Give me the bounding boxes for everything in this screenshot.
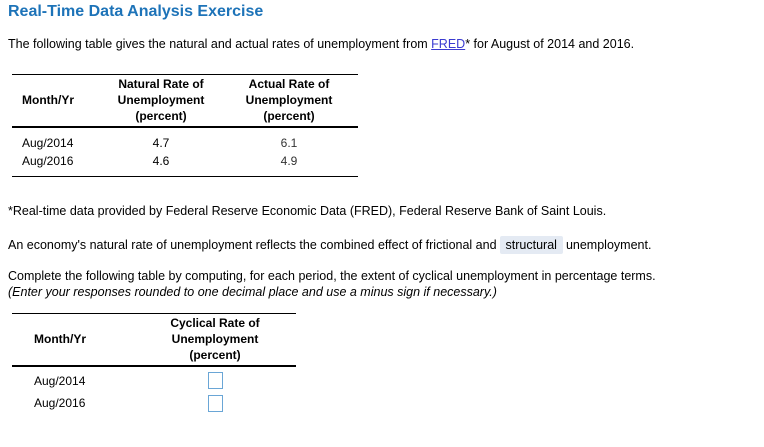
cyclical-cell (134, 366, 296, 391)
cyclical-table-header-row (12, 314, 296, 366)
fred-link[interactable]: FRED (431, 37, 466, 51)
header-month: Month/Yr (12, 75, 102, 127)
header-cyclical-line-2: Unemployment (171, 332, 259, 347)
header-actual-line-1: Actual Rate of (248, 77, 330, 92)
row-month: Aug/2014 (34, 373, 86, 388)
natural-sentence-before: An economy's natural rate of unemployment reflects the combined effect of frictional and (8, 238, 497, 252)
cyclical-cell (134, 391, 296, 416)
header-actual-rate (220, 75, 358, 127)
cyclical-table (12, 313, 296, 416)
exercise-title: Real-Time Data Analysis Exercise (8, 3, 264, 20)
row-natural-rate: 4.6 (152, 153, 170, 168)
table-row (12, 391, 296, 416)
header-natural-line-1: Natural Rate of (118, 77, 204, 92)
cyclical-rate-input-2014[interactable] (208, 372, 223, 389)
row-month: Aug/2016 (34, 396, 86, 410)
row-natural-rate: 4.7 (152, 135, 170, 150)
header-actual-line-3: (percent) (263, 109, 315, 124)
header-month: Month/Yr (12, 314, 134, 366)
header-natural-rate (102, 75, 220, 127)
natural-sentence-after: unemployment. (565, 238, 652, 252)
structural-answer-dropdown[interactable]: structural (500, 236, 563, 254)
header-actual-line-2: Unemployment (245, 93, 333, 108)
table-row (12, 127, 358, 152)
intro-paragraph (8, 37, 634, 51)
intro-text-after: * for August of 2014 and 2016. (465, 37, 635, 51)
footnote: *Real-time data provided by Federal Reserve Economic Data (FRED), Federal Reserve Bank of Saint Louis. (8, 204, 607, 218)
natural-rate-sentence (8, 236, 651, 254)
table-row (12, 152, 358, 177)
rates-table-header-row (12, 75, 358, 127)
header-cyclical-rate (134, 314, 296, 366)
header-natural-line-3: (percent) (135, 109, 187, 124)
instructions: Complete the following table by computing, for each period, the extent of cyclical unemployment in percentage terms. (8, 269, 656, 283)
header-cyclical-line-3: (percent) (189, 348, 241, 363)
row-month: Aug/2016 (22, 153, 74, 168)
header-natural-line-2: Unemployment (117, 93, 205, 108)
header-cyclical-line-1: Cyclical Rate of (170, 316, 260, 331)
rates-table (12, 74, 358, 177)
rounding-hint: (Enter your responses rounded to one decimal place and use a minus sign if necessary.) (8, 285, 497, 299)
table-row (12, 366, 296, 391)
intro-text-before: The following table gives the natural and actual rates of unemployment from (8, 37, 432, 51)
row-actual-rate: 6.1 (280, 135, 298, 150)
row-month: Aug/2014 (22, 135, 74, 150)
cyclical-rate-input-2016[interactable] (208, 395, 223, 412)
row-actual-rate: 4.9 (280, 153, 298, 168)
